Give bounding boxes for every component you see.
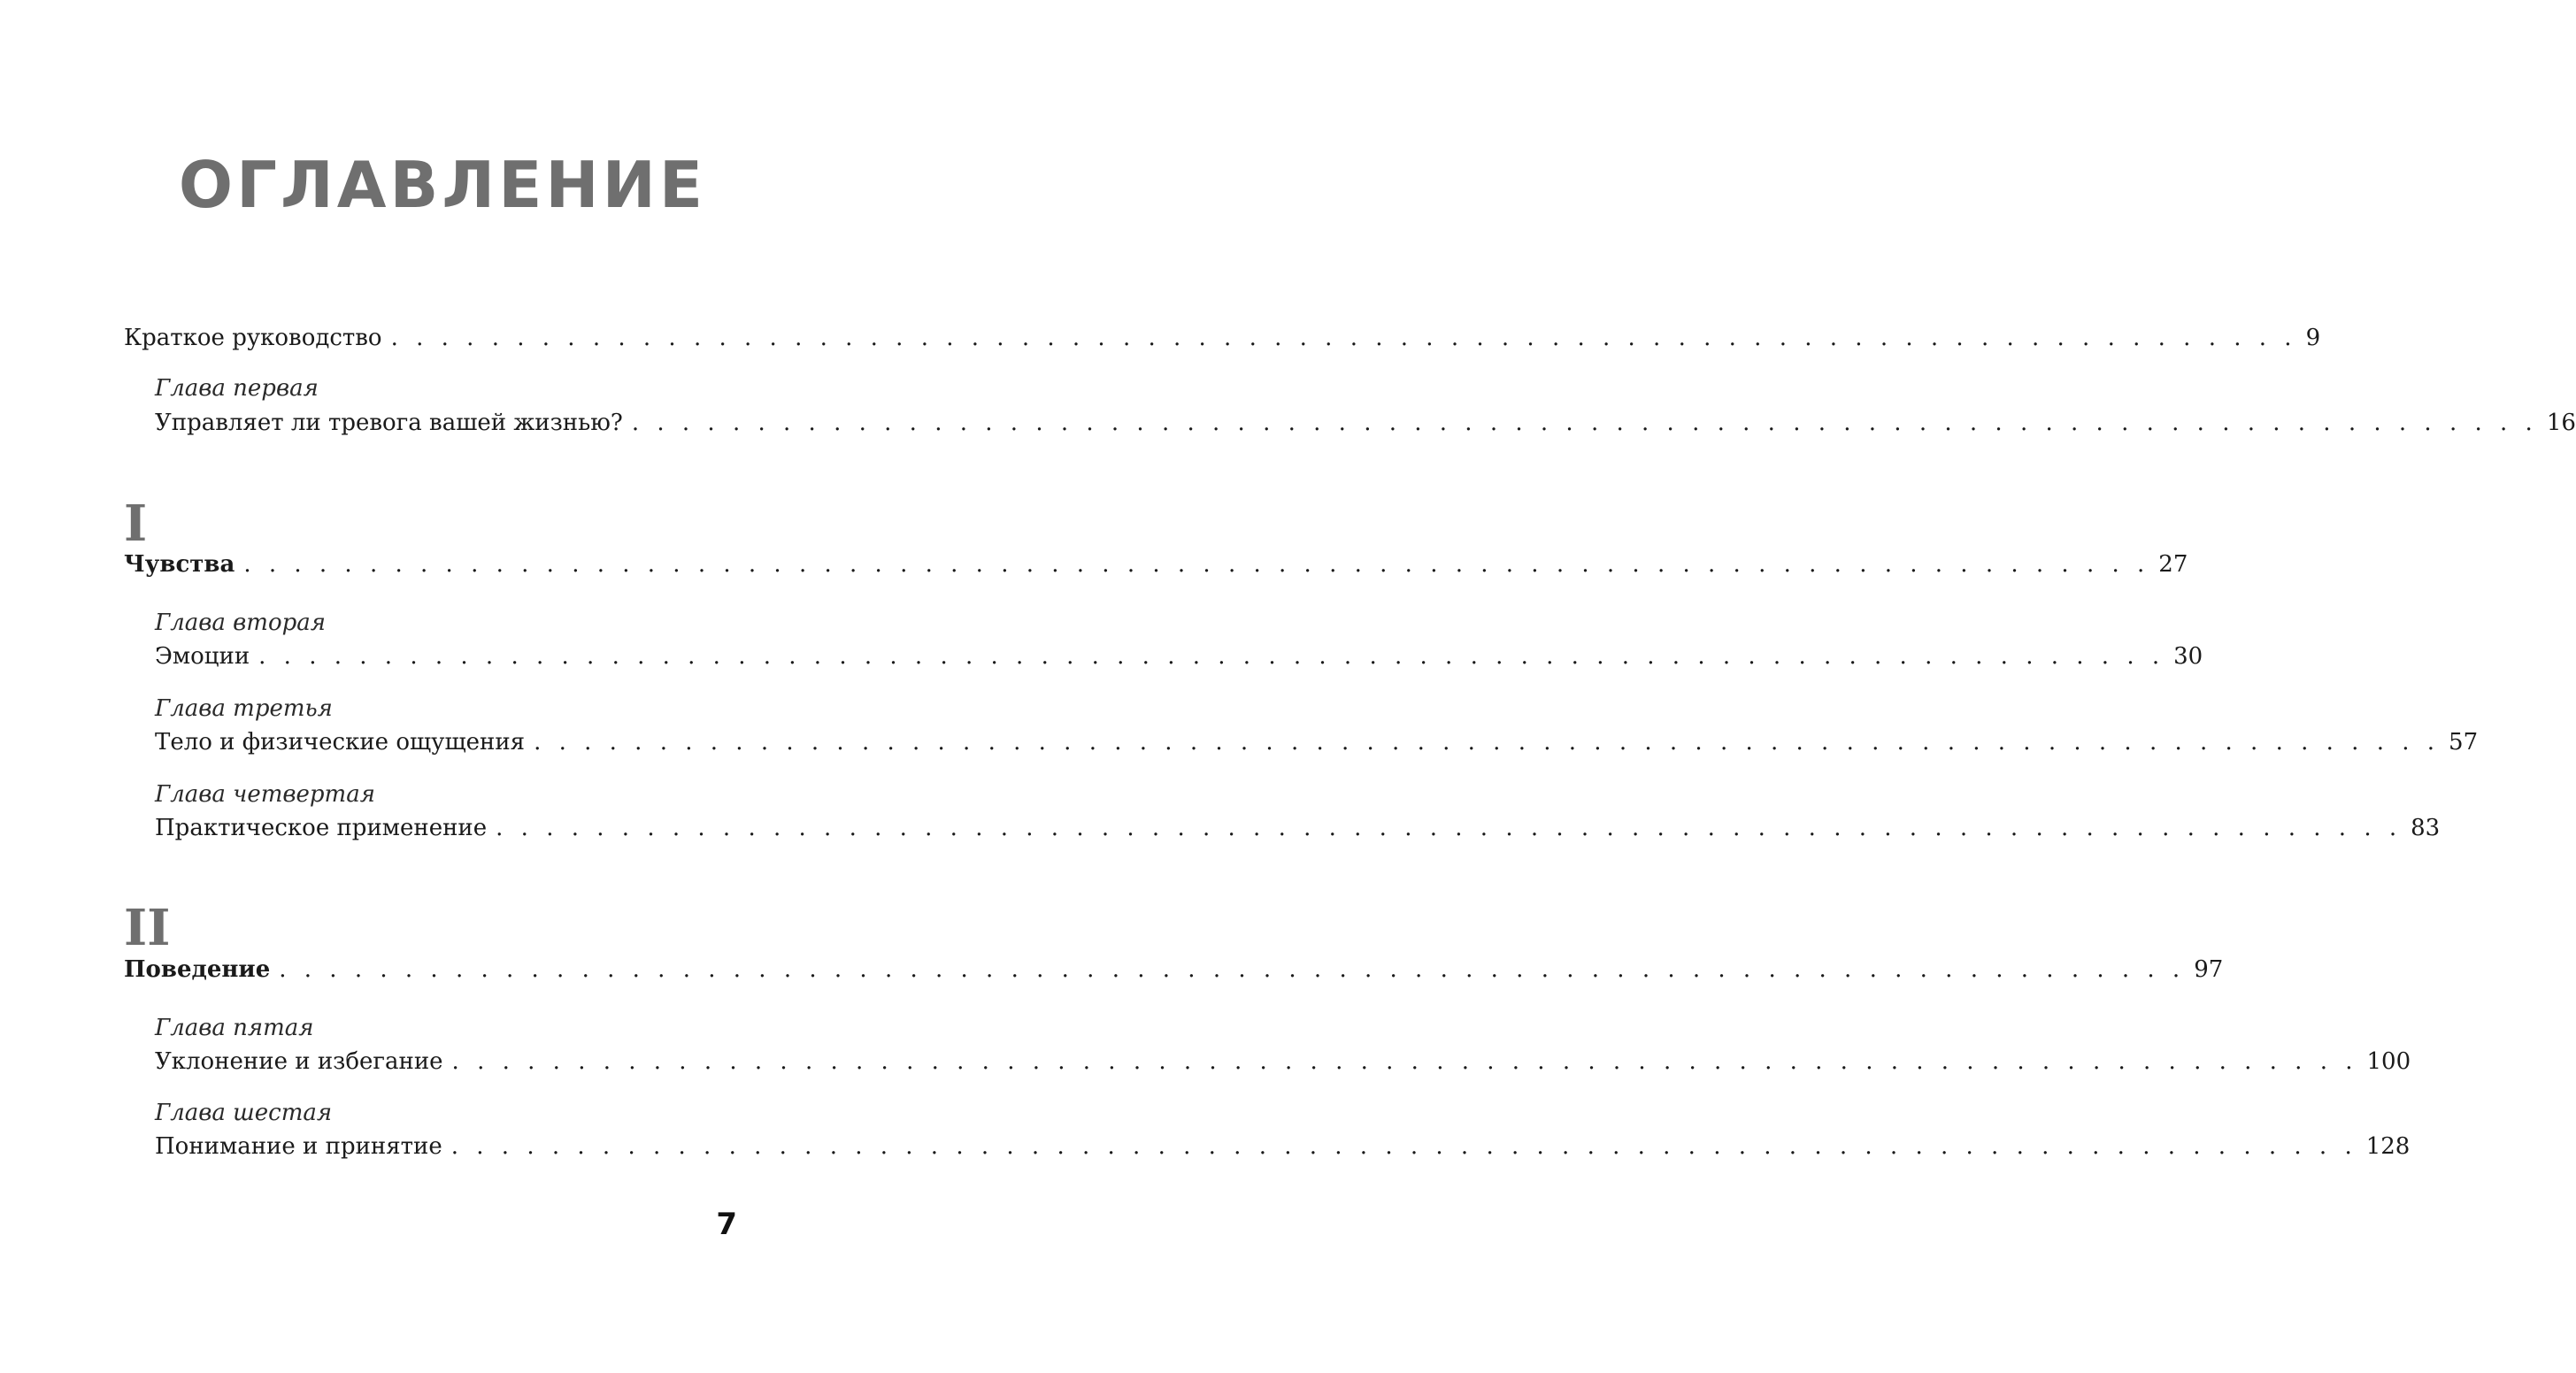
toc-entry-chapter-1[interactable] xyxy=(155,408,2576,438)
dot-leader: . . . . . . . . . . . . . . . . . . . . . . . . . . . . . . . . . . . . . . . . . . . . . . . . . . . . . . . . . . . . . . . . . . . . . . . . . . . . xyxy=(496,815,2403,841)
toc-entry-label: Чувства xyxy=(124,551,235,578)
toc-page-number: 27 xyxy=(2158,551,2188,578)
toc-page-number: 57 xyxy=(2449,729,2479,756)
part-numeral: I xyxy=(124,495,148,553)
chapter-kicker: Глава третья xyxy=(155,695,333,722)
toc-entry-label: Понимание и принятие xyxy=(155,1133,442,1160)
toc-entry-chapter-5[interactable] xyxy=(155,1047,2411,1077)
toc-page-number: 16 xyxy=(2546,410,2576,436)
toc-entry-part-1[interactable] xyxy=(124,549,2188,579)
dot-leader: . . . . . . . . . . . . . . . . . . . . . . . . . . . . . . . . . . . . . . . . . . . . . . . . . . . . . . . . . . . . . . . . . . . . . . . . . . . . xyxy=(451,1048,2358,1075)
dot-leader: . . . . . . . . . . . . . . . . . . . . . . . . . . . . . . . . . . . . . . . . . . . . . . . . . . . . . . . . . . . . . . . . . . . . . . . . . . . . xyxy=(258,643,2165,670)
dot-leader: . . . . . . . . . . . . . . . . . . . . . . . . . . . . . . . . . . . . . . . . . . . . . . . . . . . . . . . . . . . . . . . . . . . . . . . . . . . . xyxy=(243,551,2150,578)
toc-entry-intro[interactable] xyxy=(124,323,2321,353)
chapter-kicker: Глава первая xyxy=(155,375,319,402)
page-folio: 7 xyxy=(716,1207,737,1242)
page-title: ОГЛАВЛЕНИЕ xyxy=(178,148,707,222)
part-numeral: II xyxy=(124,899,171,957)
chapter-kicker: Глава четвертая xyxy=(155,781,375,808)
dot-leader: . . . . . . . . . . . . . . . . . . . . . . . . . . . . . . . . . . . . . . . . . . . . . . . . . . . . . . . . . . . . . . . . . . . . . . . . . . . . xyxy=(534,729,2441,756)
toc-entry-chapter-2[interactable] xyxy=(155,641,2203,671)
toc-entry-label: Тело и физические ощущения xyxy=(155,729,526,756)
dot-leader: . . . . . . . . . . . . . . . . . . . . . . . . . . . . . . . . . . . . . . . . . . . . . . . . . . . . . . . . . . . . . . . . . . . . . . . . . . . . xyxy=(279,956,2186,983)
toc-page-number: 128 xyxy=(2365,1133,2411,1160)
toc-entry-chapter-4[interactable] xyxy=(155,813,2441,843)
dot-leader: . . . . . . . . . . . . . . . . . . . . . . . . . . . . . . . . . . . . . . . . . . . . . . . . . . . . . . . . . . . . . . . . . . . . . . . . . . . . xyxy=(390,325,2297,351)
toc-page-number: 83 xyxy=(2411,815,2441,841)
chapter-kicker: Глава вторая xyxy=(155,610,326,636)
toc-entry-label: Управляет ли тревога вашей жизнью? xyxy=(155,410,623,436)
toc-entry-label: Уклонение и избегание xyxy=(155,1048,443,1075)
toc-entry-part-2[interactable] xyxy=(124,955,2224,985)
toc-page-number: 30 xyxy=(2173,643,2203,670)
toc-page-number: 100 xyxy=(2366,1048,2411,1075)
toc-entry-chapter-6[interactable] xyxy=(155,1131,2411,1162)
dot-leader: . . . . . . . . . . . . . . . . . . . . . . . . . . . . . . . . . . . . . . . . . . . . . . . . . . . . . . . . . . . . . . . . . . . . . . . . . . . . xyxy=(450,1133,2357,1160)
toc-entry-chapter-3[interactable] xyxy=(155,727,2479,757)
toc-entry-label: Эмоции xyxy=(155,643,250,670)
toc-page-number: 97 xyxy=(2194,956,2224,983)
toc-page-number: 9 xyxy=(2305,325,2321,351)
toc-entry-label: Практическое применение xyxy=(155,815,488,841)
toc-entry-label: Краткое руководство xyxy=(124,325,382,351)
dot-leader: . . . . . . . . . . . . . . . . . . . . . . . . . . . . . . . . . . . . . . . . . . . . . . . . . . . . . . . . . . . . . . . . . . . . . . . . . . . . xyxy=(631,410,2538,436)
chapter-kicker: Глава шестая xyxy=(155,1100,333,1126)
toc-entry-label: Поведение xyxy=(124,956,271,983)
chapter-kicker: Глава пятая xyxy=(155,1015,314,1041)
